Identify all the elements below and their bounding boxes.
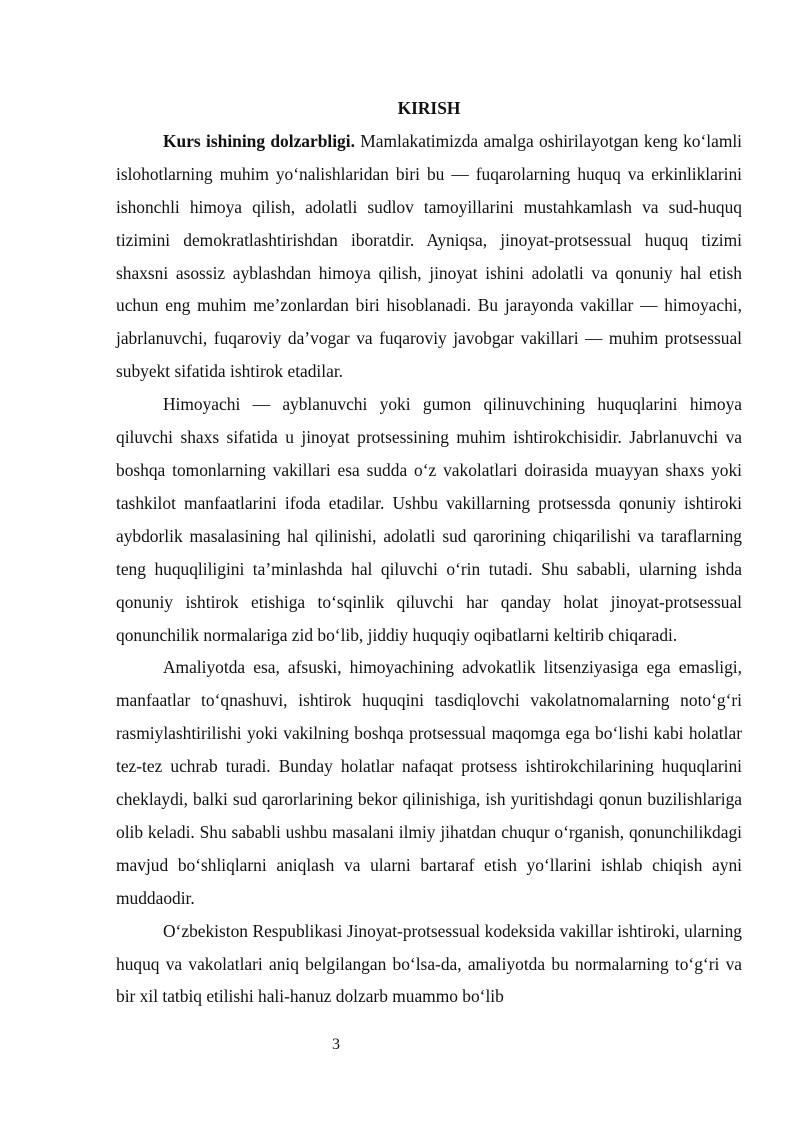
page-number: 3 (332, 1036, 340, 1053)
section-heading: KIRISH (397, 98, 461, 118)
paragraph-text: Mamlakatimizda amalga oshirilayotgan keng ko‘lamli islohotlarning muhim yo‘nalishlaridan biri bu — fuqarolarning huquq va erkinliklarini ishonchli himoya qilish, adolatli sudlov tamoyillarini mustahkamlash va sud-huquq tizimini demokratlashtirishdan iboratdir. Ayniqsa, jinoyat-protsessual huquq tizimi shaxsni asossiz ayblashdan himoya qilish, jinoyat ishini adolatli va qonuniy hal etish uchun eng muhim me’zonlardan biri hisoblanadi. Bu jarayonda vakillar — himoyachi, jabrlanuvchi, fuqaroviy da’vogar va fuqaroviy javobgar vakillari — muhim protsessual subyekt sifatida ishtirok etadilar. (116, 130, 743, 382)
paragraph-practice: Amaliyotda esa, afsuski, himoyachining advokatlik litsenziyasiga ega emasligi, manfaatlar to‘qnashuvi, ishtirok huquqini tasdiqlovchi vakolatnomalarning noto‘g‘ri rasmiylashtirilishi yoki vakilning boshqa protsessual maqomga ega bo‘lishi kabi holatlar tez-tez uchrab turadi. Bunday holatlar nafaqat protsess ishtirokchilarining huquqlarini cheklaydi, balki sud qarorlarining bekor qilinishiga, ish yuritishdagi qonun buzilishlariga olib keladi. Shu sababli ushbu masalani ilmiy jihatdan chuqur o‘rganish, qonunchilikdagi mavjud bo‘shliqlarni aniqlash va ularni bartaraf etish yo‘llarini ishlab chiqish ayni muddaodir. (116, 657, 742, 908)
paragraph-relevance (116, 125, 742, 388)
paragraph-defender: Himoyachi — ayblanuvchi yoki gumon qilinuvchining huquqlarini himoya qiluvchi shaxs sifatida u jinoyat protsessining muhim ishtirokchisidir. Jabrlanuvchi va boshqa tomonlarning vakillari esa sudda o‘z vakolatlari doirasida muayyan shaxs yoki tashkilot manfaatlarini ifoda etadilar. Ushbu vakillarning protsessda qonuniy ishtiroki aybdorlik masalasining hal qilinishi, adolatli sud qarorining chiqarilishi va taraflarning teng huquqliligini ta’minlashda hal qiluvchi o‘rin tutadi. Shu sababli, ularning ishda qonuniy ishtirok etishiga to‘sqinlik qiluvchi har qanday holat jinoyat-protsessual qonunchilik normalariga zid bo‘lib, jiddiy huquqiy oqibatlarni keltirib chiqaradi. (116, 394, 742, 645)
paragraph-code: O‘zbekiston Respublikasi Jinoyat-protsessual kodeksida vakillar ishtiroki, ularning huquq va vakolatlari aniq belgilangan bo‘lsa-da, amaliyotda bu normalarning to‘g‘ri va bir xil tatbiq etilishi hali-hanuz dolzarb muammo bo‘lib (116, 920, 742, 1007)
paragraph-lead: Kurs ishining dolzarbligi. (163, 130, 355, 151)
page-content (116, 92, 742, 1013)
